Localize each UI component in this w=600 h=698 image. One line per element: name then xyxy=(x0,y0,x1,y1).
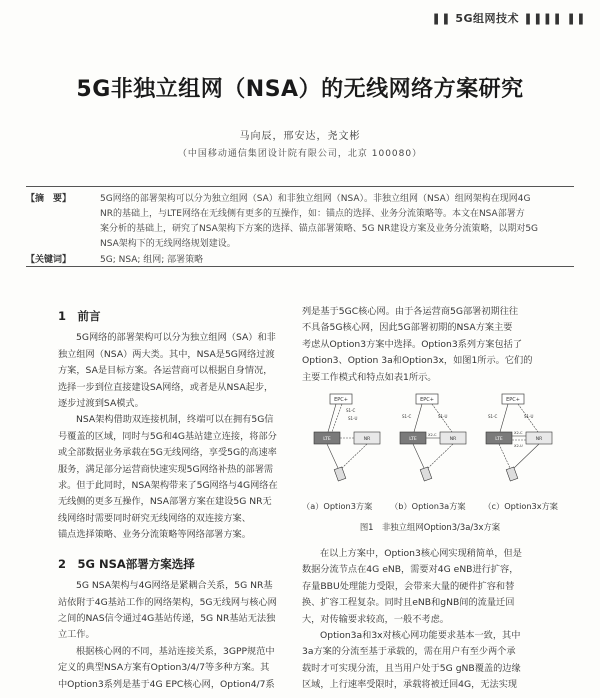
body-line: 根据核心网的不同，基站连接关系，3GPP规范中 xyxy=(76,645,275,657)
svg-text:S1-C: S1-C xyxy=(402,414,412,419)
body-line: 区域，上行速率受限时，承载将被迁回4G，无法实现 xyxy=(302,679,518,691)
body-line: 或全部数据业务承载在5G无线网络，享受5G的高速率 xyxy=(58,447,277,459)
body-line: 主要工作模式和特点如表1所示。 xyxy=(302,371,437,383)
abstract-label: 【摘 要】 xyxy=(26,194,72,204)
body-line: 立工作。 xyxy=(58,629,95,641)
svg-text:X2-U: X2-U xyxy=(514,444,523,448)
abstract-line: 5G网络的部署架构可以分为独立组网（SA）和非独立组网（NSA）。非独立组网（NSA）组网架构在现网4G xyxy=(100,194,531,204)
svg-text:NR: NR xyxy=(449,437,457,442)
body-line: 5G NSA架构与4G网络是紧耦合关系，5G NR基 xyxy=(76,580,273,592)
body-line: Option3、Option 3a和Option3x，如图1所示。它们的 xyxy=(302,355,533,367)
svg-text:S1-U: S1-U xyxy=(438,414,448,419)
subcaption-c: （c）Option3x方案 xyxy=(483,501,558,511)
svg-text:X2-C: X2-C xyxy=(428,433,437,437)
svg-text:S1-C: S1-C xyxy=(488,414,498,419)
abstract-line: 案分析的基础上，研究了NSA架构下方案的选择、锚点部署策略、5G NR建设方案及业务分流策略，以期对5G xyxy=(100,224,539,234)
journal-section-tag xyxy=(432,10,586,26)
abstract-block xyxy=(26,192,574,268)
subcaption-a: （a）Option3方案 xyxy=(302,501,373,511)
keywords-text: 5G; NSA; 组网; 部署策略 xyxy=(100,255,204,265)
body-line: 求。但于此同时，NSA架构带来了5G网络与4G网络在 xyxy=(58,480,278,492)
body-line: 考虑从Option3方案中选择。Option3系列方案包括了 xyxy=(302,338,523,350)
body-line: 大，对传输要求较高，一般不考虑。 xyxy=(302,613,449,625)
body-line: 逐步过渡到SA模式。 xyxy=(58,398,144,410)
figure-title: 图1 非独立组网Option3/3a/3x方案 xyxy=(359,522,501,532)
abstract-line: NSA架构下的无线网络规划建设。 xyxy=(100,239,236,249)
body-line: 3a方案的分流至基于承载的，需在用户有至少两个承 xyxy=(302,646,516,658)
body-line: 中Option3系列是基于4G EPC核心网，Option4/7系 xyxy=(58,678,275,690)
body-line: 换、扩容工程复杂。同时且eNB和gNB间的流量迁回 xyxy=(302,597,515,609)
body-line: 号覆盖的区域，同时与5G和4G基站建立连接，将部分 xyxy=(58,430,277,442)
svg-text:LTE: LTE xyxy=(323,437,331,442)
svg-text:NR: NR xyxy=(363,437,371,442)
diagram-panel-c xyxy=(486,394,552,481)
body-line: 锚点选择策略、业务分流策略等网络部署方案。 xyxy=(58,529,251,541)
epc-label: EPC+ xyxy=(334,397,348,403)
section-label: 5G组网技术 xyxy=(455,12,520,25)
svg-text:LTE: LTE xyxy=(409,437,417,442)
body-line: NSA架构借助双连接机制，终端可以在拥有5G信 xyxy=(76,414,274,426)
section-2-title: 2 5G NSA部署方案选择 xyxy=(58,556,195,571)
paper-title: 5G非独立组网（NSA）的无线网络方案研究 xyxy=(76,77,524,102)
body-line: 5G网络的部署架构可以分为独立组网（SA）和非 xyxy=(76,332,276,344)
body-line: 在以上方案中，Option3核心网实现稍简单，但是 xyxy=(320,548,522,559)
right-column-bottom xyxy=(302,546,558,694)
right-column-top xyxy=(302,304,558,386)
left-column xyxy=(58,304,290,693)
diagram-panel-a xyxy=(314,394,380,481)
svg-text:LTE: LTE xyxy=(495,437,503,442)
body-line: Option3a和3x对核心网功能要求基本一致，其中 xyxy=(320,630,521,642)
figure-subcaptions xyxy=(302,501,558,512)
body-line: 定义的典型NSA方案有Option3/4/7等多种方案。其 xyxy=(58,662,270,674)
svg-text:EPC+: EPC+ xyxy=(506,397,520,403)
keywords-label: 【关键词】 xyxy=(26,255,72,265)
abstract-bottom-rule xyxy=(26,266,574,267)
abstract-top-rule xyxy=(26,186,574,187)
body-line: 服务，满足部分运营商快速实现5G网络补热的部署需 xyxy=(58,463,274,475)
diagram-panel-b xyxy=(400,394,466,481)
body-line: 存量BBU处理能力受限，会带来大量的硬件扩容和替 xyxy=(302,580,515,592)
paper-authors: 马向辰，邢安达，尧文彬 xyxy=(239,131,361,142)
section-1-title: 1 前言 xyxy=(58,309,101,323)
bars-right: ❚❚❚❚ ❚❚ xyxy=(523,12,586,25)
diagram-svg xyxy=(302,392,558,498)
body-line: 选择一步到位直接建设SA网络，或者是从NSA起步， xyxy=(58,381,274,393)
subcaption-b: （b）Option3a方案 xyxy=(390,501,466,511)
body-line: 站依附于4G基站工作的网络架构，5G无线网与核心网 xyxy=(58,596,277,608)
svg-text:S1-C: S1-C xyxy=(346,408,356,413)
svg-text:NR: NR xyxy=(535,437,543,442)
bars-left: ❚❚ xyxy=(431,12,451,25)
paper-affiliation: （中国移动通信集团设计院有限公司，北京 100080） xyxy=(177,149,423,159)
body-line: 方案，SA是目标方案。各运营商可以根据自身情况， xyxy=(58,365,273,377)
abstract-line: NR的基础上，与LTE网络在无线侧有更多的互操作，如：锚点的选择、业务分流策略等。本文在NSA部署方 xyxy=(100,209,525,219)
body-line: 列是基于5GC核心网。由于各运营商5G部署初期往往 xyxy=(302,306,519,317)
svg-text:S1-U: S1-U xyxy=(524,414,534,419)
svg-text:X2-C: X2-C xyxy=(514,431,523,435)
body-line: 载时才可实现分流，且当用户处于5G gNB覆盖的边缘 xyxy=(302,662,521,674)
svg-text:EPC+: EPC+ xyxy=(420,397,434,403)
figure-option3-diagram xyxy=(302,392,558,498)
body-line: 数据分流节点在4G eNB，需要对4G eNB进行扩容， xyxy=(302,564,519,576)
svg-text:S1-U: S1-U xyxy=(348,416,358,421)
body-line: 独立组网（NSA）两大类。其中，NSA是5G网络过渡 xyxy=(58,348,275,360)
body-line: 之间的NAS信令通过4G基站传递，5G NR基站无法独 xyxy=(58,612,276,624)
body-line: 线网络时需要同时研究无线网络的双连接方案、 xyxy=(58,512,251,524)
body-line: 无线侧的更多互操作，NSA部署方案在建设5G NR无 xyxy=(58,496,272,508)
body-line: 不具备5G核心网，因此5G部署初期的NSA方案主要 xyxy=(302,322,513,334)
